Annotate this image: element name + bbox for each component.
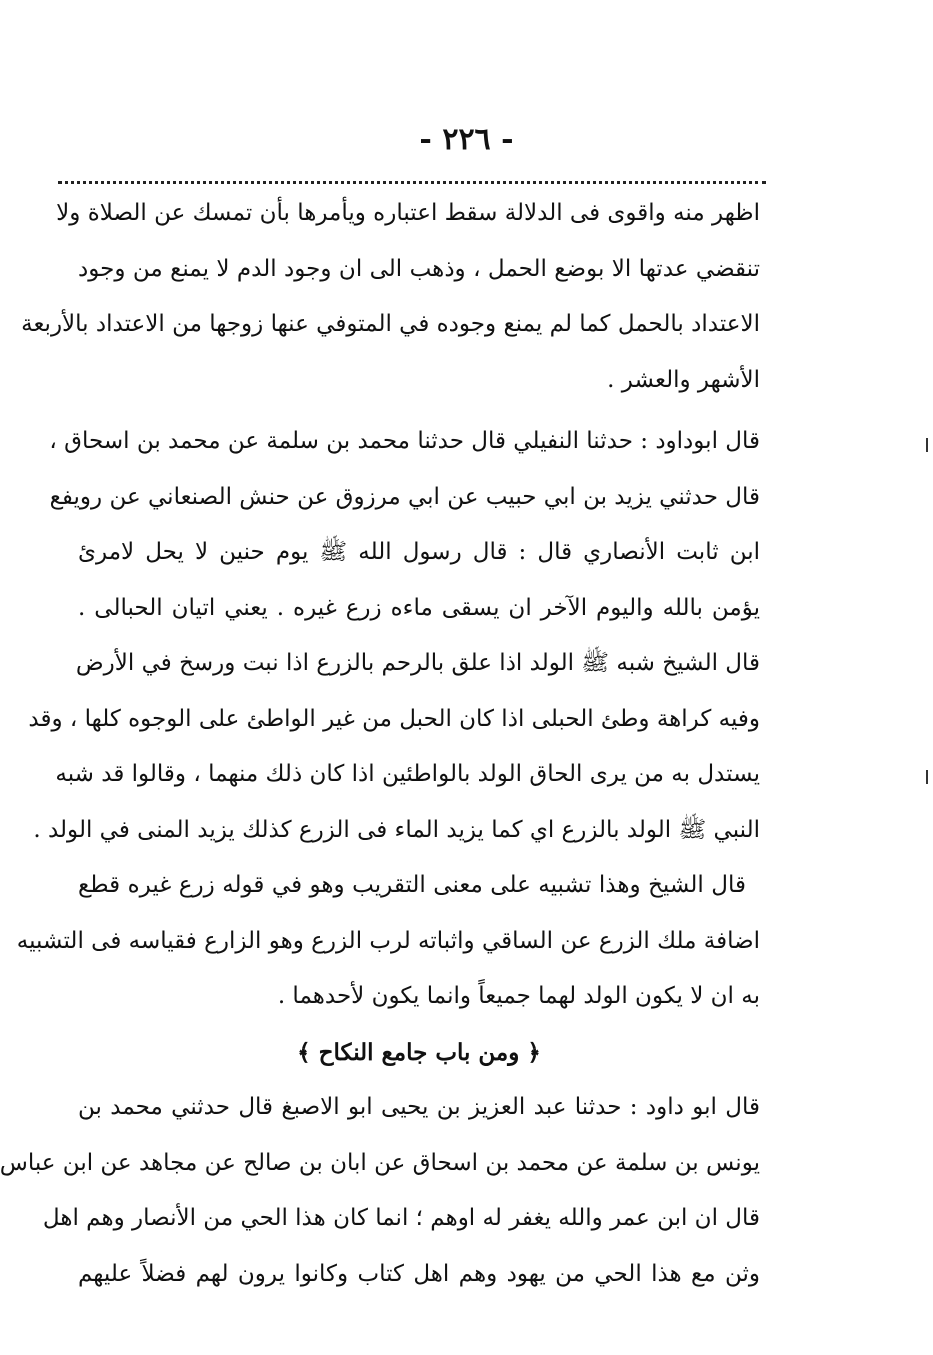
text-line: يستدل به من يرى الحاق الولد بالواطئين اذا كان ذلك منهما ، وقالوا قد شبه xyxy=(55,761,760,787)
text-line: الأشهر والعشر . xyxy=(607,366,760,393)
text-line: اظهر منه واقوى فى الدلالة سقط اعتباره ويأمرها بأن تمسك عن الصلاة ولا xyxy=(56,200,760,226)
text-line: قال الشيخ شبه ﷺ الولد اذا علق بالرحم بالزرع اذا نبت ورسخ في الأرض xyxy=(75,650,760,676)
page-number: - ٢٢٦ - xyxy=(419,122,514,157)
text-line: النبي ﷺ الولد بالزرع اي كما يزيد الماء فى الزرع كذلك يزيد المنى في الولد . xyxy=(33,816,760,843)
text-line: قال ابوداود : حدثنا النفيلي قال حدثنا محمد بن سلمة عن محمد بن اسحاق ، xyxy=(49,428,760,454)
body-text xyxy=(0,186,760,1302)
text-line: ابن ثابت الأنصاري قال : قال رسول الله ﷺ يوم حنين لا يحل لامرئ xyxy=(78,539,760,565)
text-line: يؤمن بالله واليوم الآخر ان يسقى ماءه زرع غيره . يعني اتيان الحبالى . xyxy=(78,594,760,621)
text-line: قال ابو داود : حدثنا عبد العزيز بن يحيى ابو الاصبغ قال حدثني محمد بن xyxy=(78,1094,760,1120)
text-line: به ان لا يكون الولد لهما جميعاً وانما يكون لأحدهما . xyxy=(277,983,760,1009)
text-line: الاعتداد بالحمل كما لم يمنع وجوده في المتوفي عنها زوجها من الاعتداد بالأربعة xyxy=(21,311,760,337)
scan-edge-mark xyxy=(926,770,928,784)
text-line: تنقضي عدتها الا بوضع الحمل ، وذهب الى ان وجود الدم لا يمنع من وجود xyxy=(78,255,760,282)
section-heading: ﴿ ومن باب جامع النكاح ﴾ xyxy=(297,1038,541,1066)
text-line: قال ان ابن عمر والله يغفر له اوهم ؛ انما كان هذا الحي من الأنصار وهم اهل xyxy=(42,1205,760,1231)
text-line: يونس بن سلمة عن محمد بن اسحاق عن ابان بن صالح عن مجاهد عن ابن عباس xyxy=(0,1149,760,1176)
header-divider xyxy=(58,181,766,184)
text-line: قال حدثني يزيد بن ابي حبيب عن ابي مرزوق عن حنش الصنعاني عن رويفع xyxy=(49,483,760,510)
text-line: قال الشيخ وهذا تشبيه على معنى التقريب وهو في قوله زرع غيره قطع xyxy=(78,872,746,898)
scan-edge-mark xyxy=(926,438,928,452)
text-line: وثن مع هذا الحي من يهود وهم اهل كتاب وكانوا يرون لهم فضلاً عليهم xyxy=(78,1260,760,1287)
text-line: اضافة ملك الزرع عن الساقي واثباته لرب الزرع وهو الزارع فقياسه فى التشبيه xyxy=(16,927,760,954)
text-line: وفيه كراهة وطئ الحبلى اذا كان الحبل من غير الواطئ على الوجوه كلها ، وقد xyxy=(28,705,760,732)
